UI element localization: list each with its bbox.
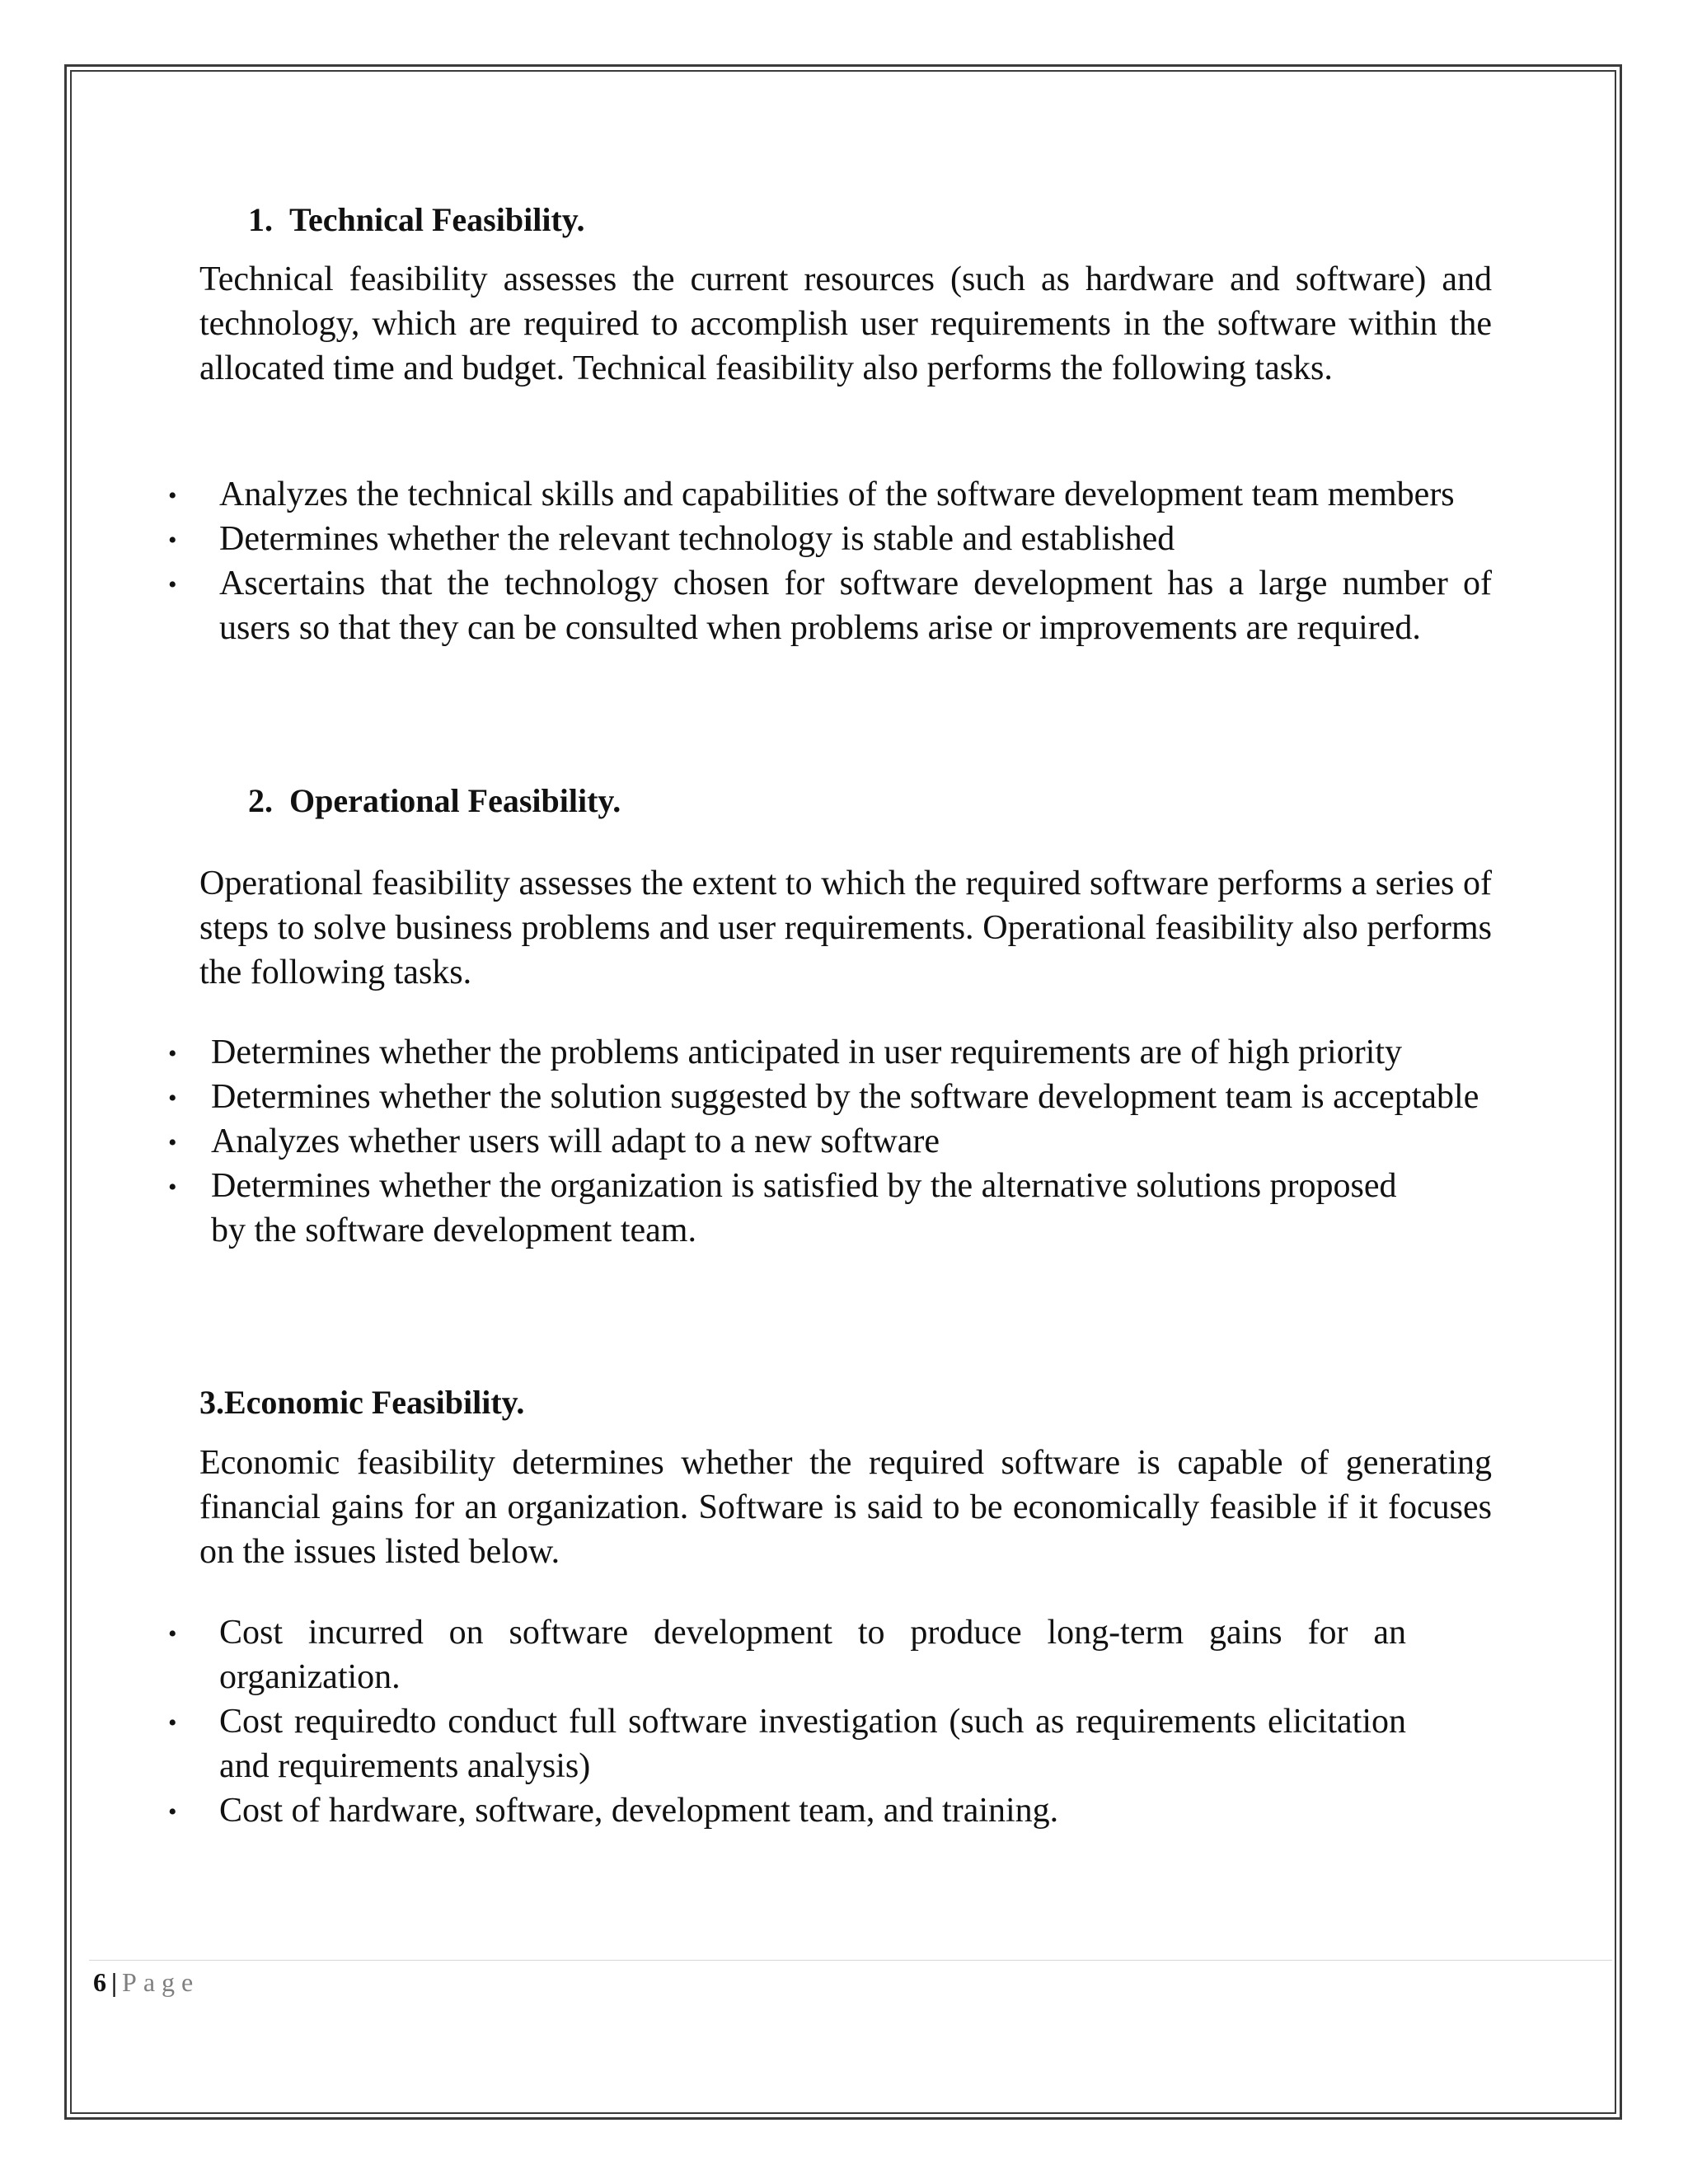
list-item: • Determines whether the solution suggested by the software development team is acceptable [0, 1075, 1484, 1119]
section-title: Technical Feasibility. [289, 201, 585, 238]
section-paragraph-operational: Operational feasibility assesses the extent to which the required software performs a series of steps to solve business problems and user requirements. Operational feasibility also performs the following tasks. [199, 865, 1492, 991]
bullet-icon: • [168, 1798, 177, 1825]
section-title: Economic Feasibility. [224, 1384, 525, 1421]
footer-divider [89, 1960, 1612, 1961]
bullet-icon: • [168, 527, 177, 554]
bullet-list-technical [0, 472, 1688, 650]
bullet-list-economic [0, 1610, 1688, 1833]
section-title: Operational Feasibility. [289, 782, 621, 819]
page-footer [93, 1964, 199, 2000]
bullet-icon: • [168, 1040, 177, 1067]
section-heading-economic [199, 1380, 524, 1425]
list-item: • Determines whether the relevant technology is stable and established [0, 517, 1492, 561]
section-number: 1. [248, 201, 273, 238]
bullet-icon: • [168, 1085, 177, 1112]
list-item: • Cost of hardware, software, development team, and training. [0, 1788, 1406, 1833]
section-paragraph-economic: Economic feasibility determines whether the required software is capable of generating financial gains for an organization. Software is said to be economically feasible if it focuses on the issues listed below. [199, 1444, 1492, 1571]
section-heading-operational [248, 779, 621, 823]
section-number: 3. [199, 1384, 224, 1421]
bullet-icon: • [168, 482, 177, 509]
page-label: Page [122, 1967, 200, 1997]
section-paragraph-technical: Technical feasibility assesses the current resources (such as hardware and software) and technology, which are required to accomplish user requirements in the software within the allocated time and budget. Technical feasibility also performs the following tasks. [199, 260, 1492, 387]
bullet-icon: • [168, 1620, 177, 1647]
list-item: • Analyzes whether users will adapt to a new software [0, 1119, 1484, 1164]
list-item: • Determines whether the organization is satisfied by the alternative solutions proposed by the software development team. [0, 1164, 1414, 1253]
section-heading-technical [248, 198, 585, 242]
bullet-icon: • [168, 1709, 177, 1736]
bullet-list-operational [0, 1030, 1688, 1253]
bullet-icon: • [168, 1174, 177, 1201]
list-item: • Determines whether the problems anticipated in user requirements are of high priority [0, 1030, 1484, 1075]
list-item: • Cost incurred on software development to produce long-term gains for an organization. [0, 1610, 1406, 1699]
list-item: • Analyzes the technical skills and capabilities of the software development team members [0, 472, 1492, 517]
page-number: 6 [93, 1967, 106, 1997]
footer-separator: | [111, 1967, 118, 1997]
list-item: • Ascertains that the technology chosen for software development has a large number of users so that they can be consulted when problems arise or improvements are required. [0, 561, 1492, 650]
section-number: 2. [248, 782, 273, 819]
list-item: • Cost requiredto conduct full software investigation (such as requirements elicitation and requirements analysis) [0, 1699, 1406, 1788]
bullet-icon: • [168, 1129, 177, 1156]
bullet-icon: • [168, 571, 177, 598]
